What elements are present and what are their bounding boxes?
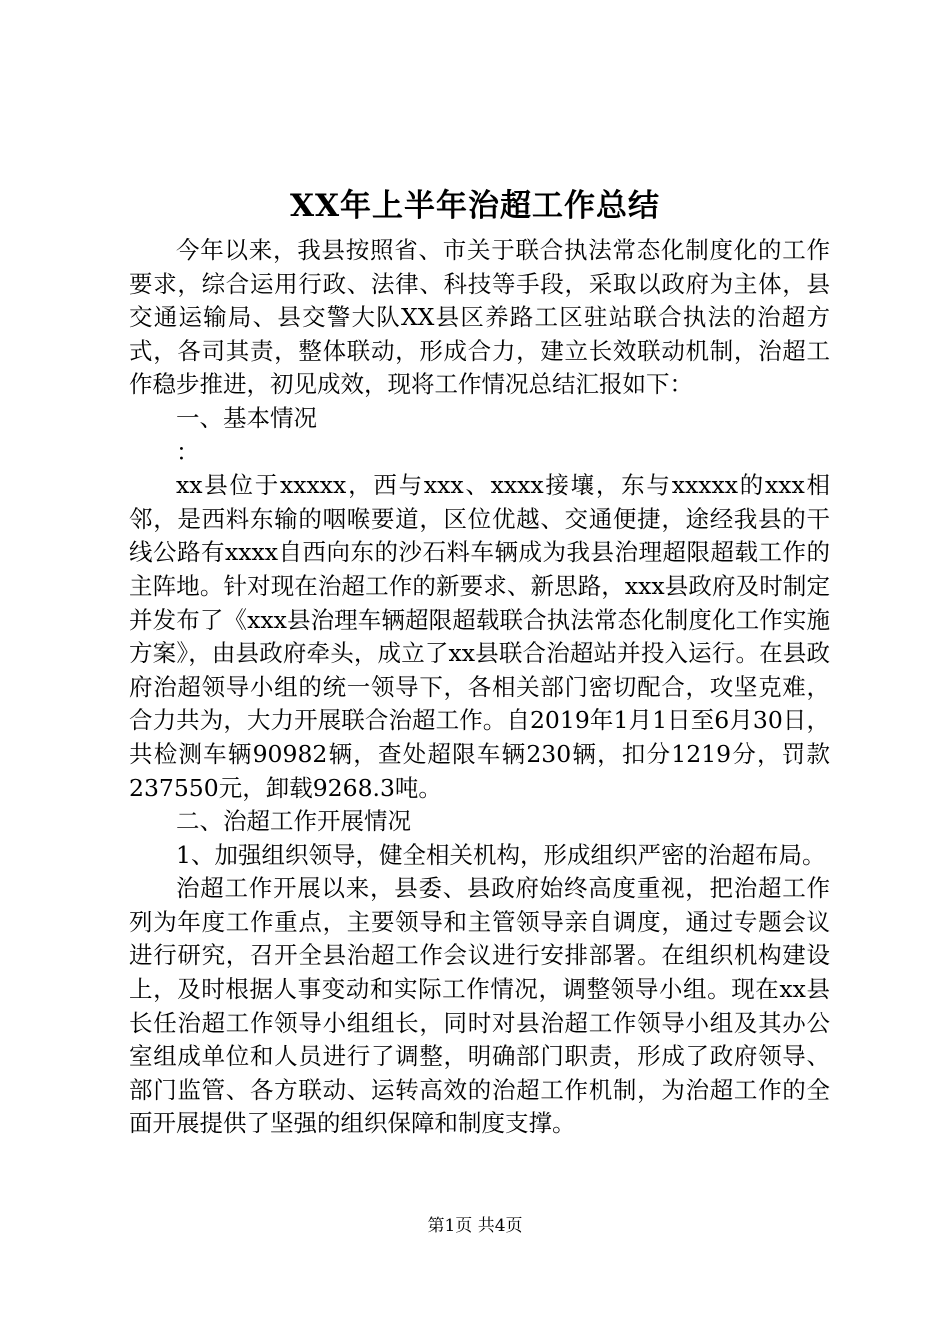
document-body [129,234,830,1141]
subsection-heading-1: 1、加强组织领导，健全相关机构，形成组织严密的治超布局。 [176,840,826,869]
organization-paragraph: 治超工作开展以来，县委、县政府始终高度重视，把治超工作列为年度工作重点，主要领导和主管领导亲自调度，通过专题会议进行研究，召开全县治超工作会议进行安排部署。在组织机构建设上，及时根据人事变动和实际工作情况，调整领导小组。现在xx县长任治超工作领导小组组长，同时对县治超工作领导小组及其办公室组成单位和人员进行了调整，明确部门职责，形成了政府领导、部门监管、各方联动、运转高效的治超工作机制，为治超工作的全面开展提供了坚强的组织保障和制度支撑。 [129,874,830,1138]
basic-situation-paragraph: xx县位于xxxxx，西与xxx、xxxx接壤，东与xxxxx的xxx相邻，是西料东输的咽喉要道，区位优越、交通便捷，途经我县的干线公路有xxxx自西向东的沙石料车辆成为我县治理超限超载工作的主阵地。针对现在治超工作的新要求、新思路，xxx县政府及时制定并发布了《xxx县治理车辆超限超载联合执法常态化制度化工作实施方案》，由县政府牵头，成立了xx县联合治超站并投入运行。在县政府治超领导小组的统一领导下，各相关部门密切配合，攻坚克难，合力共为，大力开展联合治超工作。自2019年1月1日至6月30日，共检测车辆90982辆，查处超限车辆230辆，扣分1219分，罚款237550元，卸载9268.3吨。 [129,471,830,802]
colon-line: ： [176,437,200,466]
document-title: XX年上半年治超工作总结 [289,188,661,224]
section-heading-basic: 一、基本情况 [176,403,317,432]
intro-paragraph: 今年以来，我县按照省、市关于联合执法常态化制度化的工作要求，综合运用行政、法律、科技等手段，采取以政府为主体，县交通运输局、县交警大队XX县区养路工区驻站联合执法的治超方式，各司其责，整体联动，形成合力，建立长效联动机制，治超工作稳步推进，初见成效，现将工作情况总结汇报如下： [129,236,830,399]
page-number-footer: 第1页 共4页 [427,1216,523,1236]
section-heading-work: 二、治超工作开展情况 [176,807,411,836]
